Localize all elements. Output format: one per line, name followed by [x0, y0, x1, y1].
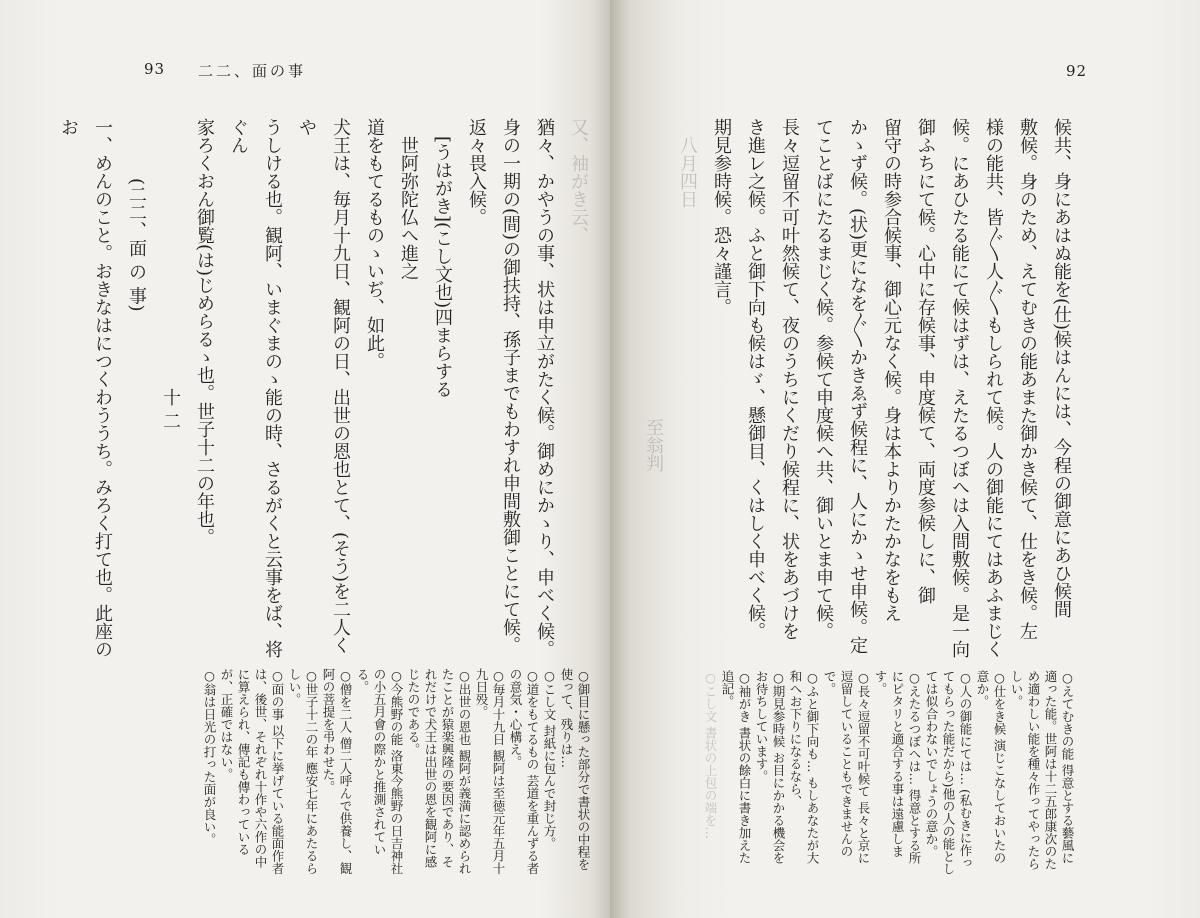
note: ○えてむきの能 得意とする藝風に適った能。世阿は十二五郎康次のため適わしい能を種々作ってやったらしい。: [1009, 670, 1075, 870]
note: ○期見参時候 お目にかかる機会をお待ちしています。: [754, 670, 786, 864]
note: ○出世の恩也 観阿が義満に認められたことが猿楽興隆の要因であり、それだけで犬王は出世の恩を観阿に感じたのである。: [406, 668, 472, 875]
note: ○こし文 封紙に包んで封じ方。: [542, 668, 557, 850]
text-line: てことばにたるまじく候。参候て申度候へ共、御いとま申て候。: [813, 118, 834, 640]
text-line: 様の能共、皆〲人〲もしられて候。人の御能にてはあふまじく: [983, 118, 1004, 658]
note: ○今熊野の能 洛東今熊野の日吉神社の小五月會の際かと推測されている。: [355, 668, 404, 875]
left-notes: [112, 668, 592, 880]
text-line: 留守の時参合候事、御心元なく候。身は本よりかたかなをもえ: [881, 118, 902, 622]
note: ○えたるつぼへは… 得意とする所にピタリと適合する事は遠慮します。: [873, 670, 922, 864]
note: ○御目に懸った部分で書状の中程を使って、残りは…: [559, 668, 591, 871]
text-line: かゝず候。(状)更になを〲かきゑず候程に、人にかゝせ申候。定: [847, 118, 868, 655]
text-line: 候。にあひたる能にて候はずは、えたるつぼへは入間敷候。是一向: [949, 118, 970, 658]
note: ○長々逗留不可叶候て 長々と京に逗留していることもできませんので。: [822, 670, 871, 864]
right-main-text: [643, 118, 1078, 663]
note: ○毎月十九日 観阿は至徳元年五月十九日殁。: [474, 668, 506, 875]
text-line: 長々逗留不可叶然候て、夜のうちにくだり候程に、状をあづけを: [779, 118, 800, 640]
text-line: うしける也。観阿、いまぐまのゝ能の時、さるがくと云事をば、将ぐん: [228, 118, 283, 658]
text-line: 御ふちにて候。心中に存候事、申度候て、両度参候しに、御: [915, 118, 936, 604]
left-page-number: 93: [144, 60, 166, 78]
note: ○仕をき候 演じこなしておいたの意か。: [975, 670, 1007, 864]
letter-date: 八月四日: [677, 136, 698, 208]
note: ○僧を二人 僧二人呼んで供養し、観阿の菩提を弔わせた。: [321, 668, 353, 875]
right-page-number: 92: [1066, 62, 1088, 80]
text-line: 猶々、かやうの事、状は申立がたく候。御めにかゝり、申べく候。: [534, 118, 555, 658]
left-running-title: 二二、面の事: [198, 62, 307, 80]
note: ○翁は日光の打った面が良い。: [202, 668, 217, 846]
text-line: 期見参時候。恐々謹言。: [711, 118, 732, 316]
note: ○袖がき 書状の餘白に書き加えた追記。: [720, 670, 752, 864]
right-notes: [652, 670, 1076, 875]
note: ○人の御能にては… (私むきに作ってもらった能だから)他の人の能としては似合わないでしょうの意か。: [924, 670, 973, 875]
text-line: 身の一期の(間)の御扶持、孫子までもわすれ申間敷御ことにて候。: [500, 118, 521, 655]
text-line: 世阿弥陀仏へ進之: [398, 136, 419, 280]
text-line: 家ろくおん御覧(は)じめらるゝ也。世子十二の年也。: [194, 118, 215, 547]
text-line: 犬王は、毎月十九日、観阿の日、出世の恩也とて、(そう)を二人くや: [296, 118, 351, 655]
note: ○道をもてるもの 芸道を重んずる者の意気・心構え。: [508, 668, 540, 875]
note: ○ふと御下向も… もしあなたが大和へお下りになるなら、: [788, 670, 820, 864]
text-line: 候共、身にあはぬ能を(仕)候はんには、今程の御意にあひ候間: [1051, 118, 1072, 619]
text-line: 敷候。身のため、えてむきの能あまた御かき候て、仕をき候。左: [1017, 118, 1038, 640]
text-line: [うはがき](こし文也)四まらする: [432, 136, 453, 399]
note: ○面の事 以下に挙げている能面作者は、後世、それぞれ十作や六作の中に算えられ、傳記も傳わっているが、正確ではない。: [219, 668, 285, 875]
letter-signature: 至翁判: [643, 418, 664, 472]
section-heading: (二二、面 の 事): [126, 178, 147, 312]
text-line: き進レ之候。ふと御下向も候はゞ、懸御目、くはしく申べく候。: [745, 118, 766, 640]
text-line: 又、袖がき云、: [568, 118, 589, 244]
section-number: 十 二: [160, 388, 181, 430]
text-line: 返々畏入候。: [466, 118, 487, 226]
left-main-text: [58, 118, 595, 663]
note: ○世子十二の年 應安七年にあたるらしい。: [287, 668, 319, 875]
text-line: 一、めんのこと。おきなはにつくわううち。みろく打て也。此座のお: [58, 118, 113, 658]
note: ○こし文 書状の上包の端を…: [703, 670, 718, 839]
text-line: 道をもてるものゝいぢ、如此。: [364, 118, 385, 370]
